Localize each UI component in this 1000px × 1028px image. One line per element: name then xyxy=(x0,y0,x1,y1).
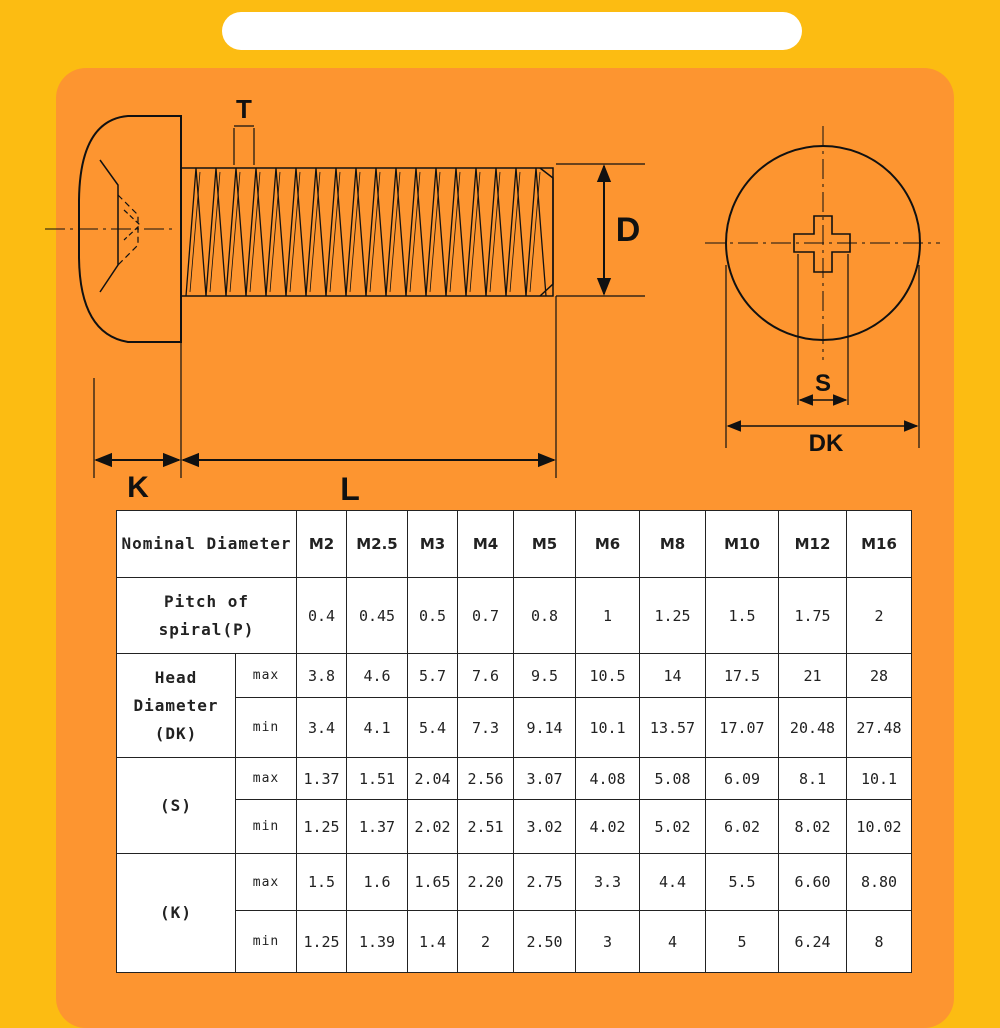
pitch-value: 1.75 xyxy=(779,578,847,654)
s-max-value: 2.56 xyxy=(458,758,514,800)
row-nominal xyxy=(117,511,912,578)
pitch-label: Pitch of spiral(P) xyxy=(117,578,297,654)
k-min-value: 2.50 xyxy=(514,911,576,973)
k-label: (K) xyxy=(117,854,236,973)
thread-line xyxy=(526,168,546,296)
thread-line xyxy=(486,168,506,296)
s-max-value: 6.09 xyxy=(706,758,779,800)
row-head-max xyxy=(117,654,912,698)
head-recess xyxy=(100,160,118,292)
s-min-value: 6.02 xyxy=(706,800,779,854)
s-label: (S) xyxy=(117,758,236,854)
s-min-value: 10.02 xyxy=(847,800,912,854)
thread-line xyxy=(386,168,406,296)
row-pitch xyxy=(117,578,912,654)
label-s: S xyxy=(814,370,832,397)
thread-line xyxy=(286,168,306,296)
k-min-value: 6.24 xyxy=(779,911,847,973)
k-max-value: 6.60 xyxy=(779,854,847,911)
pitch-value: 0.4 xyxy=(297,578,347,654)
head-max-value: 28 xyxy=(847,654,912,698)
k-min-value: 3 xyxy=(576,911,640,973)
thread-line xyxy=(426,168,446,296)
pitch-value: 0.8 xyxy=(514,578,576,654)
max-label: max xyxy=(236,854,297,911)
thread-line xyxy=(246,168,266,296)
s-max-value: 3.07 xyxy=(514,758,576,800)
pitch-value: 1 xyxy=(576,578,640,654)
k-min-value: 8 xyxy=(847,911,912,973)
head-max-value: 17.5 xyxy=(706,654,779,698)
size-cell: M8 xyxy=(640,511,706,578)
k-min-value: 5 xyxy=(706,911,779,973)
head-max-value: 3.8 xyxy=(297,654,347,698)
specification-table xyxy=(116,510,912,973)
head-min-value: 13.57 xyxy=(640,698,706,758)
s-max-value: 8.1 xyxy=(779,758,847,800)
head-min-value: 3.4 xyxy=(297,698,347,758)
head-max-value: 9.5 xyxy=(514,654,576,698)
label-dk: DK xyxy=(808,430,844,457)
thread-line xyxy=(406,168,426,296)
pitch-value: 2 xyxy=(847,578,912,654)
thread-line xyxy=(226,168,246,296)
min-label: min xyxy=(236,911,297,973)
row-s-min xyxy=(117,800,912,854)
row-s-max xyxy=(117,758,912,800)
head-min-value: 20.48 xyxy=(779,698,847,758)
head-max-value: 10.5 xyxy=(576,654,640,698)
s-min-value: 3.02 xyxy=(514,800,576,854)
pitch-value: 1.25 xyxy=(640,578,706,654)
thread-line xyxy=(446,168,466,296)
size-cell: M4 xyxy=(458,511,514,578)
row-k-min xyxy=(117,911,912,973)
pitch-value: 1.5 xyxy=(706,578,779,654)
pitch-value: 0.45 xyxy=(347,578,408,654)
size-cell: M5 xyxy=(514,511,576,578)
label-d: D xyxy=(615,211,641,249)
k-min-value: 2 xyxy=(458,911,514,973)
k-max-value: 3.3 xyxy=(576,854,640,911)
label-t: T xyxy=(236,94,252,124)
thread-line xyxy=(326,168,346,296)
size-cell: M12 xyxy=(779,511,847,578)
head-min-value: 27.48 xyxy=(847,698,912,758)
row-head-min xyxy=(117,698,912,758)
size-cell: M6 xyxy=(576,511,640,578)
pitch-value: 0.5 xyxy=(408,578,458,654)
s-max-value: 5.08 xyxy=(640,758,706,800)
s-max-value: 4.08 xyxy=(576,758,640,800)
head-max-value: 21 xyxy=(779,654,847,698)
head-min-value: 9.14 xyxy=(514,698,576,758)
s-min-value: 1.37 xyxy=(347,800,408,854)
head-diameter-label: Head Diameter (DK) xyxy=(117,654,236,758)
head-max-value: 4.6 xyxy=(347,654,408,698)
max-label: max xyxy=(236,654,297,698)
thread-line xyxy=(466,168,486,296)
thread-line xyxy=(346,168,366,296)
k-min-value: 1.25 xyxy=(297,911,347,973)
k-min-value: 1.4 xyxy=(408,911,458,973)
size-cell: M2 xyxy=(297,511,347,578)
head-min-value: 4.1 xyxy=(347,698,408,758)
s-max-value: 2.04 xyxy=(408,758,458,800)
s-min-value: 1.25 xyxy=(297,800,347,854)
s-min-value: 2.51 xyxy=(458,800,514,854)
thread-line xyxy=(266,168,286,296)
k-max-value: 4.4 xyxy=(640,854,706,911)
head-max-value: 14 xyxy=(640,654,706,698)
min-label: min xyxy=(236,698,297,758)
thread-lines xyxy=(186,168,546,296)
size-cell: M2.5 xyxy=(347,511,408,578)
k-max-value: 1.5 xyxy=(297,854,347,911)
row-k-max xyxy=(117,854,912,911)
k-max-value: 8.80 xyxy=(847,854,912,911)
s-min-value: 4.02 xyxy=(576,800,640,854)
s-max-value: 1.37 xyxy=(297,758,347,800)
head-max-value: 5.7 xyxy=(408,654,458,698)
thread-line xyxy=(206,168,226,296)
s-max-value: 1.51 xyxy=(347,758,408,800)
thread-line xyxy=(506,168,526,296)
head-min-value: 10.1 xyxy=(576,698,640,758)
phillips-cross xyxy=(794,216,850,272)
thread-line xyxy=(186,168,206,296)
s-min-value: 2.02 xyxy=(408,800,458,854)
pitch-value: 0.7 xyxy=(458,578,514,654)
head-max-value: 7.6 xyxy=(458,654,514,698)
size-cell: M10 xyxy=(706,511,779,578)
s-min-value: 5.02 xyxy=(640,800,706,854)
k-max-value: 1.6 xyxy=(347,854,408,911)
k-max-value: 5.5 xyxy=(706,854,779,911)
thread-line xyxy=(366,168,386,296)
head-min-value: 17.07 xyxy=(706,698,779,758)
nominal-diameter-label: Nominal Diameter xyxy=(117,511,297,578)
thread-line xyxy=(306,168,326,296)
head-min-value: 7.3 xyxy=(458,698,514,758)
size-cell: M16 xyxy=(847,511,912,578)
k-min-value: 4 xyxy=(640,911,706,973)
s-max-value: 10.1 xyxy=(847,758,912,800)
min-label: min xyxy=(236,800,297,854)
s-min-value: 8.02 xyxy=(779,800,847,854)
max-label: max xyxy=(236,758,297,800)
k-max-value: 1.65 xyxy=(408,854,458,911)
k-min-value: 1.39 xyxy=(347,911,408,973)
k-max-value: 2.20 xyxy=(458,854,514,911)
k-max-value: 2.75 xyxy=(514,854,576,911)
label-l: L xyxy=(340,471,360,507)
size-cell: M3 xyxy=(408,511,458,578)
head-min-value: 5.4 xyxy=(408,698,458,758)
label-k: K xyxy=(127,471,149,504)
